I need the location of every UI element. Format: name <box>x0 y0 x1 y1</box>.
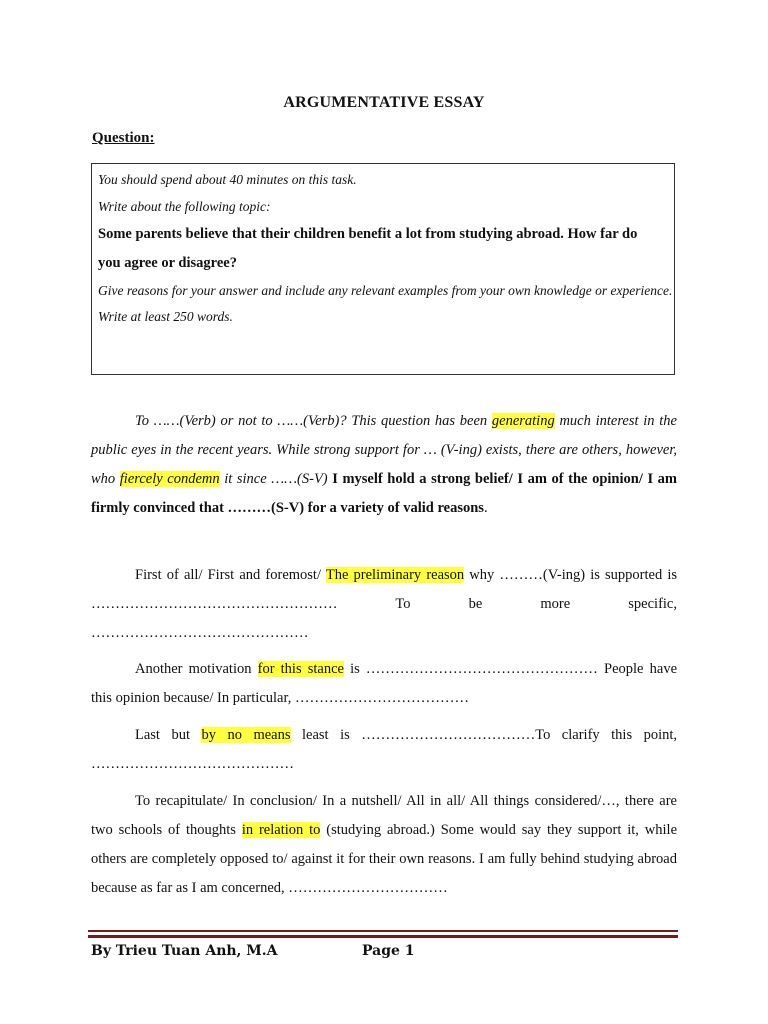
introduction-paragraph <box>91 407 677 523</box>
footer-divider-thin <box>88 930 678 932</box>
intro-text-3: it since ……(S-V) <box>219 471 333 487</box>
highlight-preliminary-reason: The preliminary reason <box>325 567 465 583</box>
question-label: Question: <box>92 130 155 146</box>
body2-text-1: Another motivation <box>135 661 258 677</box>
footer-author: By Trieu Tuan Anh, M.A <box>91 943 278 959</box>
thesis-statement: I myself hold a strong belief/ I am of the opinion/ I am firmly convinced that ………(S-V) for a variety of valid reasons <box>91 471 678 516</box>
highlight-generating: generating <box>491 413 555 429</box>
footer-divider-thick <box>88 935 678 938</box>
conclusion-paragraph <box>91 787 677 903</box>
body1-text-1: First of all/ First and foremost/ <box>135 567 326 583</box>
highlight-for-this-stance: for this stance <box>257 661 344 677</box>
body-paragraph-1 <box>91 561 677 648</box>
footer-page-number: Page 1 <box>362 943 415 959</box>
essay-topic: Some parents believe that their children benefit a lot from studying abroad. How far do you agree or disagree? <box>98 226 638 271</box>
document-title: ARGUMENTATIVE ESSAY <box>283 94 485 111</box>
intro-end: . <box>483 500 488 516</box>
body3-text-1: Last but <box>135 727 202 743</box>
highlight-in-relation-to: in relation to <box>241 822 321 838</box>
conclusion-text-2: (studying abroad.) Some would say they support it, while others are completely opposed to/ against it for their own reasons. I am fully behind studying abroad because as far as I am concerned, …………………………… <box>91 822 678 896</box>
question-box <box>91 163 675 375</box>
body3-text-2: least is ………………………………To clarify this point, …………………………………… <box>91 727 678 772</box>
intro-text-2: much interest in the public eyes in the recent years. While strong support for … (V-ing) exists, there are others, however, who <box>91 413 677 487</box>
body2-text-2: is ………………………………………… People have this opinion because/ In particular, ……………………………… <box>91 661 677 706</box>
highlight-fiercely-condemn: fiercely condemn <box>119 471 220 487</box>
instruction-time: You should spend about 40 minutes on this task. <box>98 172 357 187</box>
instruction-word-count: Write at least 250 words. <box>98 309 233 324</box>
body-paragraph-3 <box>91 721 677 779</box>
intro-text-1: To ……(Verb) or not to ……(Verb)? This question has been <box>135 413 492 429</box>
body1-text-2: why ………(V-ing) is supported is …………………………………………… To be more specific, ……………………………………… <box>91 567 678 641</box>
body-paragraph-2 <box>91 655 677 713</box>
instruction-topic: Write about the following topic: <box>98 199 271 214</box>
conclusion-text-1: To recapitulate/ In conclusion/ In a nutshell/ All in all/ All things considered/…, there are two schools of thoughts <box>91 793 677 838</box>
highlight-by-no-means: by no means <box>201 727 291 743</box>
instruction-reasons: Give reasons for your answer and include any relevant examples from your own knowledge or experience. <box>98 283 673 298</box>
